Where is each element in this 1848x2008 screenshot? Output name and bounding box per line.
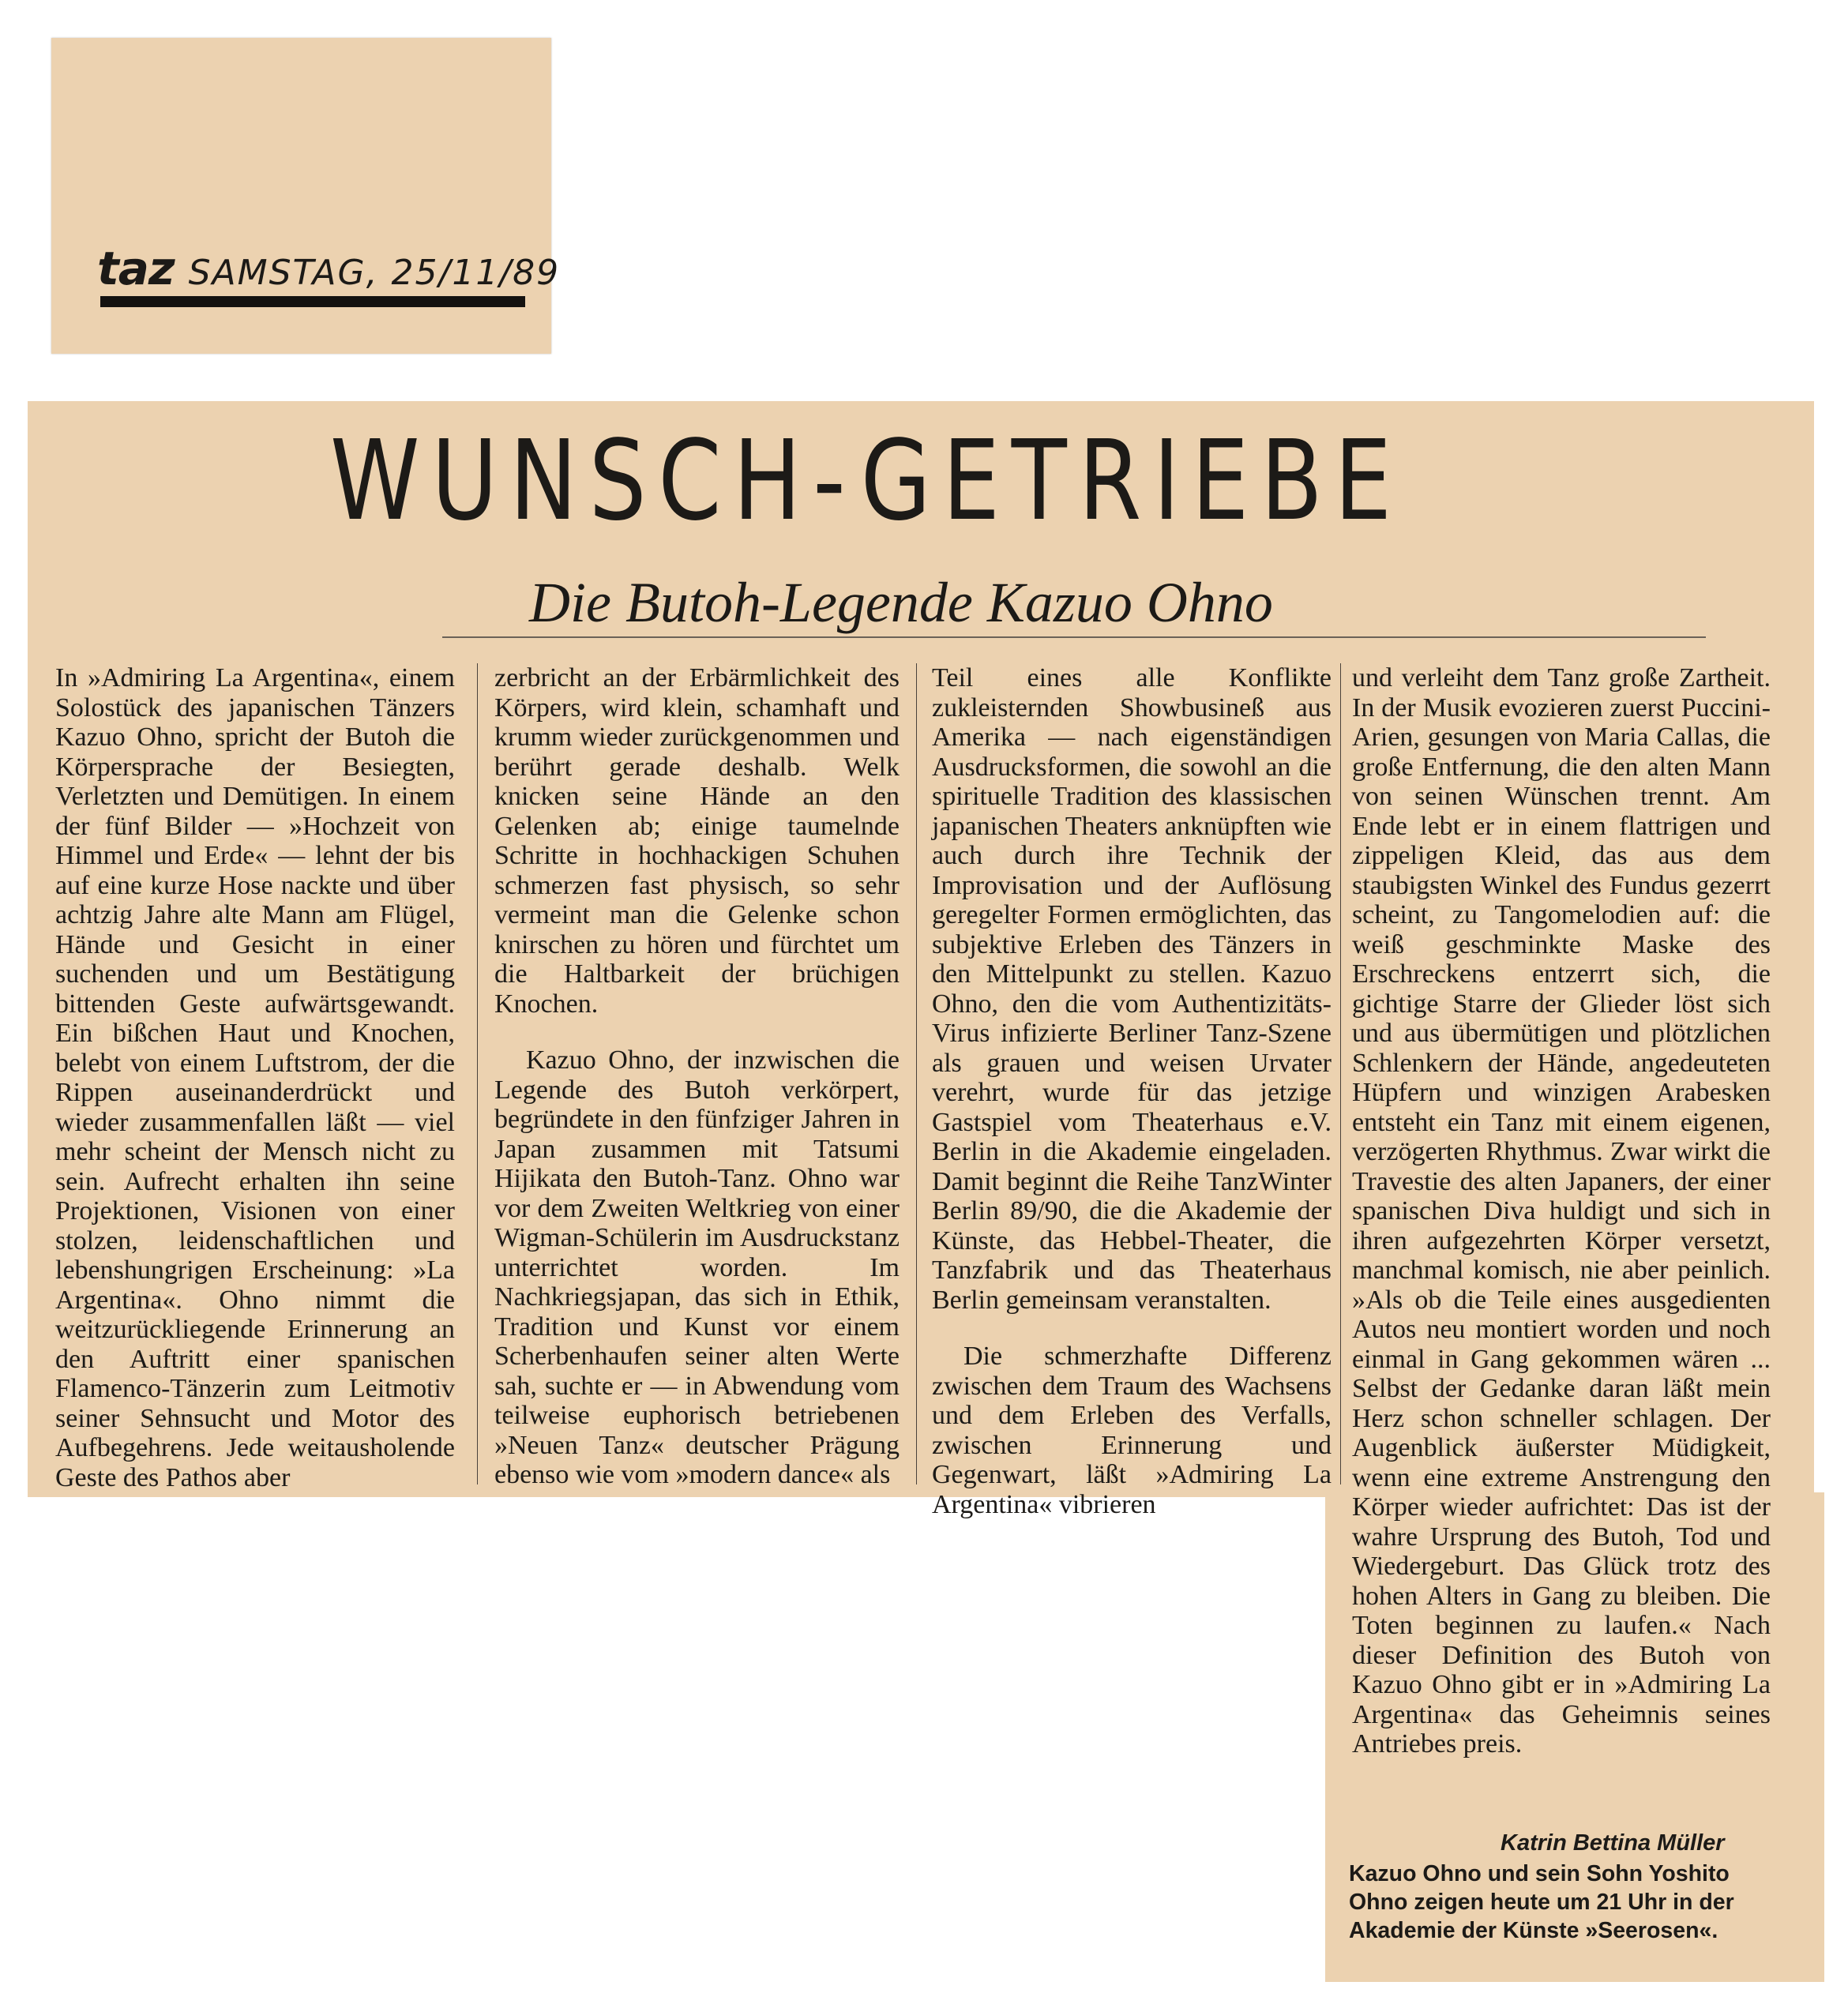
paragraph: Kazuo Ohno, der inzwischen die Legende des Butoh verkörpert, begründete in den fünfziger Jahren in Japan zusammen mit Tatsumi Hijikata den Butoh-Tanz. Ohno war vor dem Zweiten Weltkrieg von einer Wigman-Schülerin im Ausdruckstanz unterrichtet worden. Im Nachkriegsjapan, das sich in Ethik, Tradition und Kunst vor einem Scherbenhaufen seiner alten Werte sah, suchte er — in Abwendung vom teilweise euphorisch betriebenen »Neuen Tanz« deutscher Prägung ebenso wie vom »modern dance« als <box>494 1045 900 1489</box>
column-divider <box>916 663 917 1484</box>
paragraph: zerbricht an der Erbärmlichkeit des Körpers, wird klein, schamhaft und krumm wieder zurückgenommen und berührt gerade deshalb. Welk knicken seine Hände an den Gelenken ab; einige taumelnde Schritte in hochhackigen Schuhen schmerzen fast physisch, so sehr vermeint man die Gelenke schon knirschen zu hören und fürchtet um die Haltbarkeit der brüchigen Knochen. <box>494 663 900 1019</box>
paragraph: Die schmerzhafte Differenz zwischen dem Traum des Wachsens und dem Erleben des Verfalls, zwischen Erinnerung und Gegenwart, läßt »Admiring La Argentina« vibrieren <box>932 1342 1332 1519</box>
column-divider <box>477 663 478 1484</box>
column-divider <box>1340 663 1341 1484</box>
subheadline-rule <box>442 636 1706 638</box>
headline: WUNSCH-GETRIEBE <box>330 417 1403 546</box>
paragraph: und verleiht dem Tanz große Zartheit. In der Musik evozieren zuerst Puccini-Arien, gesungen von Maria Callas, die große Entfernung, die den alten Mann von seinen Wünschen trennt. Am Ende lebt er in einem flattrigen und zippeligen Kleid, das aus dem staubigsten Winkel des Fundus gezerrt scheint, zu Tangomelodien auf: die weiß geschminkte Maske des Erschreckens entzerrt sich, die gichtige Starre der Glieder löst sich und aus übermütigen und plötzlichen Schlenkern der Hände, angedeuteten Hüpfern und winzigen Arabesken entsteht ein Tanz mit einem eigenen, verzögerten Rhythmus. Zwar wirkt die Travestie des alten Japaners, der einer spanischen Diva huldigt und sich in ihren aufgezehrten Körper versetzt, manchmal komisch, nie aber peinlich. »Als ob die Teile eines ausgedienten Autos neu montiert worden und noch einmal in Gang gekommen wären ... Selbst der Gedanke daran läßt mein Herz schon schneller schlagen. Der Augenblick äußerster Müdigkeit, wenn eine extreme Anstrengung den Körper wieder aufrichtet: Das ist der wahre Ursprung des Butoh, Tod und Wiedergeburt. Das Glück trotz des hohen Alters in Gang zu bleiben. Die Toten beginnen zu laufen.« Nach dieser Definition des Butoh von Kazuo Ohno gibt er in »Admiring La Argentina« das Geheimnis seines Antriebes preis. <box>1352 663 1771 1758</box>
masthead-row <box>97 242 560 295</box>
article-column-3 <box>932 663 1332 1519</box>
paragraph: Teil eines alle Konflikte zukleisternden Showbusineß aus Amerika — nach eigenständigen Ausdrucksformen, die sowohl an die spirituelle Tradition des klassischen japanischen Theaters anknüpften wie auch durch ihre Technik der Improvisation und der Auflösung geregelter Formen ermöglichten, das subjektive Erleben des Tänzers in den Mittelpunkt zu stellen. Kazuo Ohno, den die vom Authentizitäts-Virus infizierte Berliner Tanz-Szene als grauen und weisen Urvater verehrt, wurde für das jetzige Gastspiel vom Theaterhaus e.V. Berlin in die Akademie eingeladen. Damit beginnt die Reihe TanzWinter Berlin 89/90, die die Akademie der Künste, das Hebbel-Theater, die Tanzfabrik und das Theaterhaus Berlin gemeinsam veranstalten. <box>932 663 1332 1315</box>
article-column-1 <box>55 663 455 1492</box>
paper-logo: taz <box>97 242 175 295</box>
subheadline: Die Butoh-Legende Kazuo Ohno <box>529 571 1273 634</box>
masthead-clipping <box>51 38 561 354</box>
paragraph: In »Admiring La Argentina«, einem Solostück des japanischen Tänzers Kazuo Ohno, spricht der Butoh die Körpersprache der Besiegten, Verletzten und Demütigen. In einem der fünf Bilder — »Hochzeit von Himmel und Erde« — lehnt der bis auf eine kurze Hose nackte und über achtzig Jahre alte Mann am Flügel, Hände und Gesicht in einer suchenden und um Bestätigung bittenden Geste aufwärtsgewandt. Ein bißchen Haut und Knochen, belebt von einem Luftstrom, der die Rippen auseinanderdrückt und wieder zusammenfallen läßt — viel mehr scheint der Mensch nicht zu sein. Aufrecht erhalten ihn seine Projektionen, Visionen von einer stolzen, leidenschaftlichen und lebenshungrigen Erscheinung: »La Argentina«. Ohno nimmt die weitzurückliegende Erinnerung an den Auftritt einer spanischen Flamenco-Tänzerin zum Leitmotiv seiner Sehnsucht und Motor des Aufbegehrens. Jede weitausholende Geste des Pathos aber <box>55 663 455 1492</box>
article-column-2 <box>494 663 900 1490</box>
masthead-rule <box>100 296 525 307</box>
issue-date: SAMSTAG, 25/11/89 <box>188 253 561 293</box>
article-column-4 <box>1352 663 1771 1759</box>
performance-notice: Kazuo Ohno und sein Sohn Yoshito Ohno zeigen heute um 21 Uhr in der Akademie der Künste »Seerosen«. <box>1349 1861 1734 1943</box>
author-byline: Katrin Bettina Müller <box>1501 1830 1725 1856</box>
